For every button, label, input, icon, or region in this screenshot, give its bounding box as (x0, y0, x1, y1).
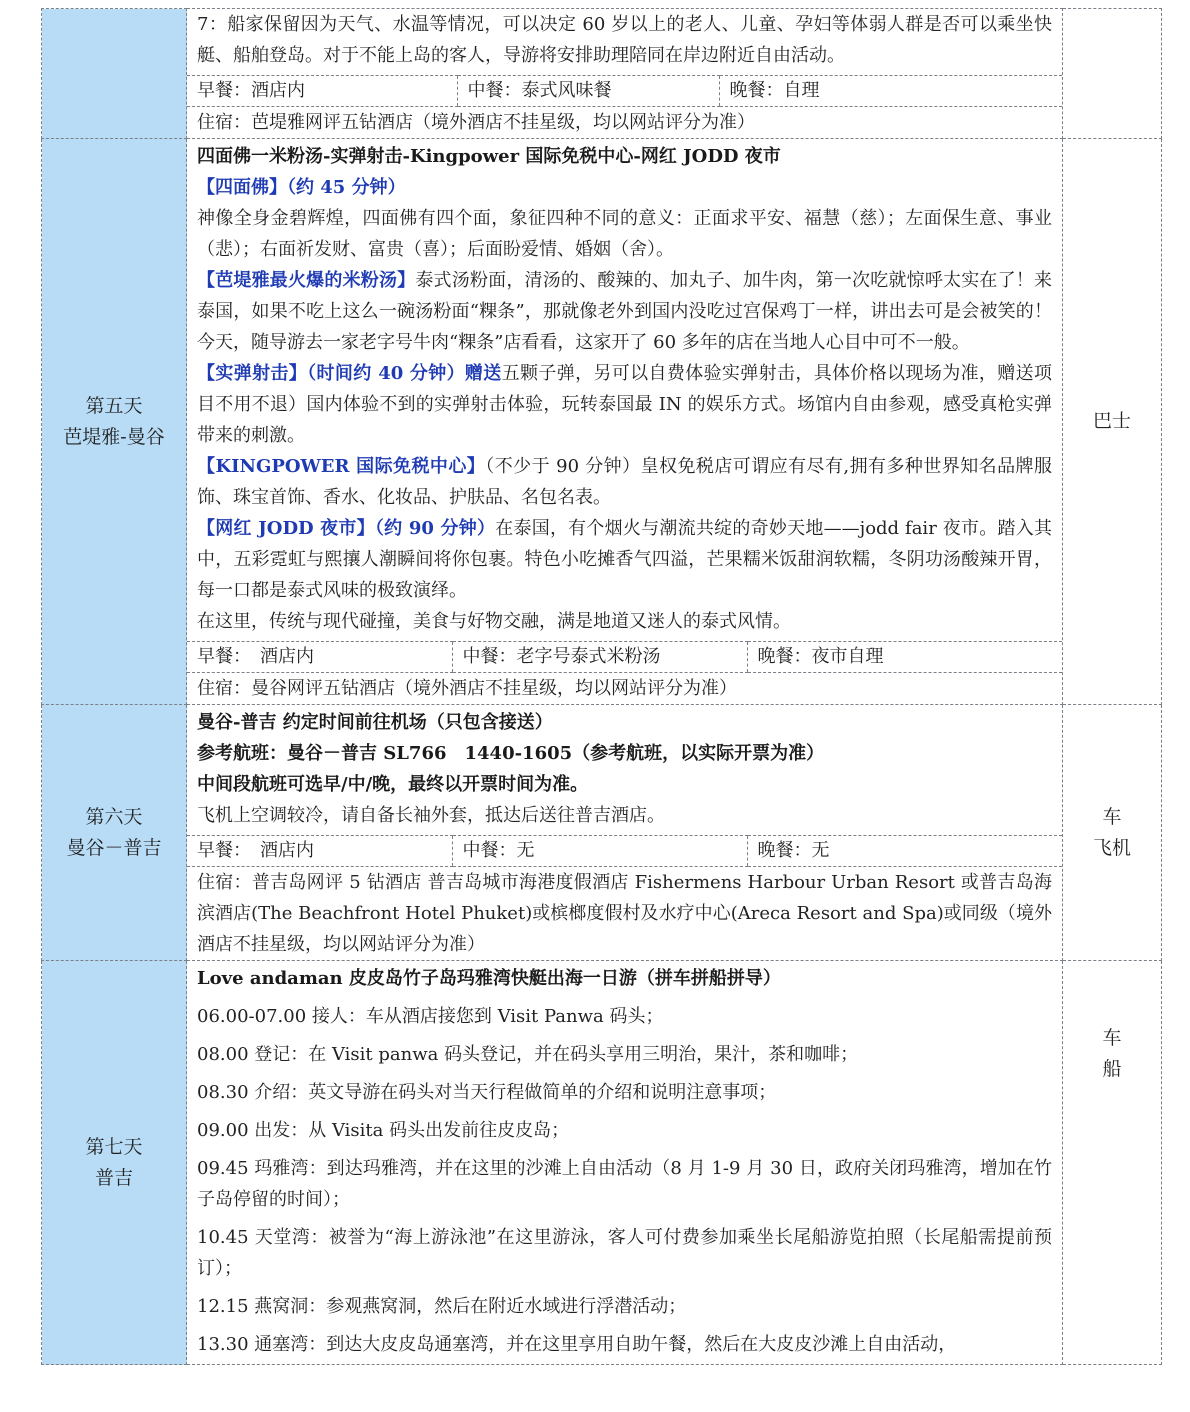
day6-breakfast: 早餐： 酒店内 (187, 836, 452, 867)
day6-line1: 曼谷-普吉 约定时间前往机场（只包含接送） (197, 712, 553, 733)
day5-label-cell (42, 139, 187, 705)
day6-transport-cell (1063, 705, 1162, 961)
day4-content (187, 9, 1063, 139)
day6-row (42, 705, 1162, 961)
day6-flight: 参考航班：曼谷－普吉 SL766 1440-1605（参考航班，以实际开票为准） (197, 743, 825, 764)
day4-breakfast: 早餐：酒店内 (187, 76, 457, 107)
day7-day: 第七天 (85, 1135, 143, 1158)
day5-s4-text: （不少于 90 分钟）皇权免税店可谓应有尽有,拥有多种世界知名品牌服饰、珠宝首饰、香水、化妆品、护肤品、名包名表。 (197, 456, 1052, 508)
day5-description (187, 139, 1062, 641)
day5-day: 第五天 (85, 394, 143, 417)
day7-route: 普吉 (94, 1166, 133, 1189)
day6-label-cell (42, 705, 187, 961)
day6-line4: 飞机上空调较冷，请自备长袖外套，抵达后送往普吉酒店。 (197, 805, 665, 826)
day6-meals (187, 835, 1062, 867)
day4-row (42, 9, 1162, 139)
day4-lunch: 中餐：泰式风味餐 (457, 76, 719, 107)
day6-transport-car: 车 (1102, 805, 1122, 828)
day6-dinner: 晚餐：无 (747, 836, 1062, 867)
day5-s5-text: 在泰国，有个烟火与潮流共绽的奇妙天地——jodd fair 夜市。踏入其中，五彩霓虹与熙攘人潮瞬间将你包裹。特色小吃摊香气四溢，芒果糯米饭甜润软糯，冬阴功汤酸辣开胃，每一口都是泰式风味的极致演绎。 (197, 518, 1052, 601)
day5-dinner: 晚餐：夜市自理 (747, 642, 1062, 673)
day7-item: 12.15 燕窝洞：参观燕窝洞，然后在附近水域进行浮潜活动； (197, 1296, 687, 1317)
day5-title: 四面佛一米粉汤-实弹射击-Kingpower 国际免税中心-网红 JODD 夜市 (197, 146, 781, 167)
day6-day: 第六天 (85, 805, 143, 828)
day6-route: 曼谷－普吉 (66, 836, 162, 859)
day7-content (187, 961, 1063, 1365)
day5-s2-heading: 【芭堤雅最火爆的米粉汤】 (197, 270, 416, 291)
day7-item: 08.30 介绍：英文导游在码头对当天行程做简单的介绍和说明注意事项； (197, 1082, 777, 1103)
day6-transport-plane: 飞机 (1092, 836, 1131, 859)
day5-closing: 在这里，传统与现代碰撞，美食与好物交融，满是地道又迷人的泰式风情。 (197, 611, 791, 632)
day4-transport-cell (1063, 9, 1162, 139)
day5-row (42, 139, 1162, 705)
day5-meals (187, 641, 1062, 673)
day7-title: Love andaman 皮皮岛竹子岛玛雅湾快艇出海一日游（拼车拼船拼导） (197, 968, 781, 989)
itinerary-page (41, 8, 1161, 1365)
day7-item: 06.00-07.00 接人：车从酒店接您到 Visit Panwa 码头； (197, 1006, 664, 1027)
day6-lodging: 住宿：普吉岛网评 5 钻酒店 普吉岛城市海港度假酒店 Fishermens Harbour Urban Resort 或普吉岛海滨酒店(The Beachfront Hotel Phuket)或槟榔度假村及水疗中心(Areca Resort and Spa)或同级（境外酒店不挂星级，均以网站评分为准） (197, 872, 1052, 955)
day7-item: 09.00 出发：从 Visita 码头出发前往皮皮岛； (197, 1120, 570, 1141)
day5-lodging: 住宿：曼谷网评五钻酒店（境外酒店不挂星级，均以网站评分为准） (197, 678, 737, 699)
day5-s1-text: 神像全身金碧辉煌，四面佛有四个面，象征四种不同的意义：正面求平安、福慧（慈）；左面保生意、事业（悲）；右面祈发财、富贵（喜）；后面盼爱情、婚姻（舍）。 (197, 208, 1052, 260)
day6-line3: 中间段航班可选早/中/晚，最终以开票时间为准。 (197, 774, 589, 795)
day5-s1-heading: 【四面佛】（约 45 分钟） (197, 177, 406, 198)
day6-content (187, 705, 1063, 961)
day7-description (187, 961, 1062, 1364)
day5-breakfast: 早餐： 酒店内 (187, 642, 452, 673)
day7-transport-car: 车 (1102, 1027, 1122, 1049)
day7-item: 13.30 通塞湾：到达大皮皮岛通塞湾，并在这里享用自助午餐，然后在大皮皮沙滩上自由活动， (197, 1334, 957, 1355)
day6-lunch: 中餐：无 (452, 836, 747, 867)
day5-lunch: 中餐：老字号泰式米粉汤 (452, 642, 747, 673)
day5-s3-heading: 【实弹射击】（时间约 40 分钟）赠送 (197, 363, 502, 384)
day7-item: 08.00 登记：在 Visit panwa 码头登记，并在码头享用三明治，果汁，茶和咖啡； (197, 1044, 859, 1065)
day7-label-cell (42, 961, 187, 1365)
day5-transport: 巴士 (1092, 410, 1131, 432)
day5-transport-cell (1063, 139, 1162, 705)
day7-item: 10.45 天堂湾：被誉为“海上游泳池”在这里游泳，客人可付费参加乘坐长尾船游览拍照（长尾船需提前预订）； (197, 1227, 1052, 1279)
day4-lodging: 住宿：芭堤雅网评五钻酒店（境外酒店不挂星级，均以网站评分为准） (197, 112, 755, 133)
day4-dinner: 晚餐：自理 (719, 76, 1062, 107)
day4-label-cell (42, 9, 187, 139)
day4-meals (187, 75, 1062, 107)
day5-s5-heading: 【网红 JODD 夜市】（约 90 分钟） (197, 518, 496, 539)
day4-note: 7：船家保留因为天气、水温等情况，可以决定 60 岁以上的老人、儿童、孕妇等体弱人群是否可以乘坐快艇、船舶登岛。对于不能上岛的客人，导游将安排助理陪同在岸边附近自由活动。 (197, 14, 1052, 66)
day6-description (187, 705, 1062, 835)
day7-item: 09.45 玛雅湾：到达玛雅湾，并在这里的沙滩上自由活动（8 月 1-9 月 30 日，政府关闭玛雅湾，增加在竹子岛停留的时间）； (197, 1158, 1052, 1210)
day5-s3-text: 五颗子弹，另可以自费体验实弹射击，具体价格以现场为准，赠送项目不用不退）国内体验不到的实弹射击体验，玩转泰国最 IN 的娱乐方式。场馆内自由参观，感受真枪实弹带来的刺激。 (197, 363, 1052, 446)
day5-content (187, 139, 1063, 705)
day7-transport-cell (1063, 961, 1162, 1365)
day5-route: 芭堤雅-曼谷 (63, 425, 165, 448)
day5-s2-text: 泰式汤粉面，清汤的、酸辣的、加丸子、加牛肉，第一次吃就惊呼太实在了！来泰国，如果不吃上这么一碗汤粉面“粿条”，那就像老外到国内没吃过宫保鸡丁一样，讲出去可是会被笑的！今天，随导游去一家老字号牛肉“粿条”店看看，这家开了 60 多年的店在当地人心目中可不一般。 (197, 270, 1053, 353)
itinerary-table (41, 8, 1162, 1365)
day5-s4-heading: 【KINGPOWER 国际免税中心】 (197, 456, 486, 477)
day7-transport-boat: 船 (1102, 1058, 1122, 1080)
day7-row (42, 961, 1162, 1365)
